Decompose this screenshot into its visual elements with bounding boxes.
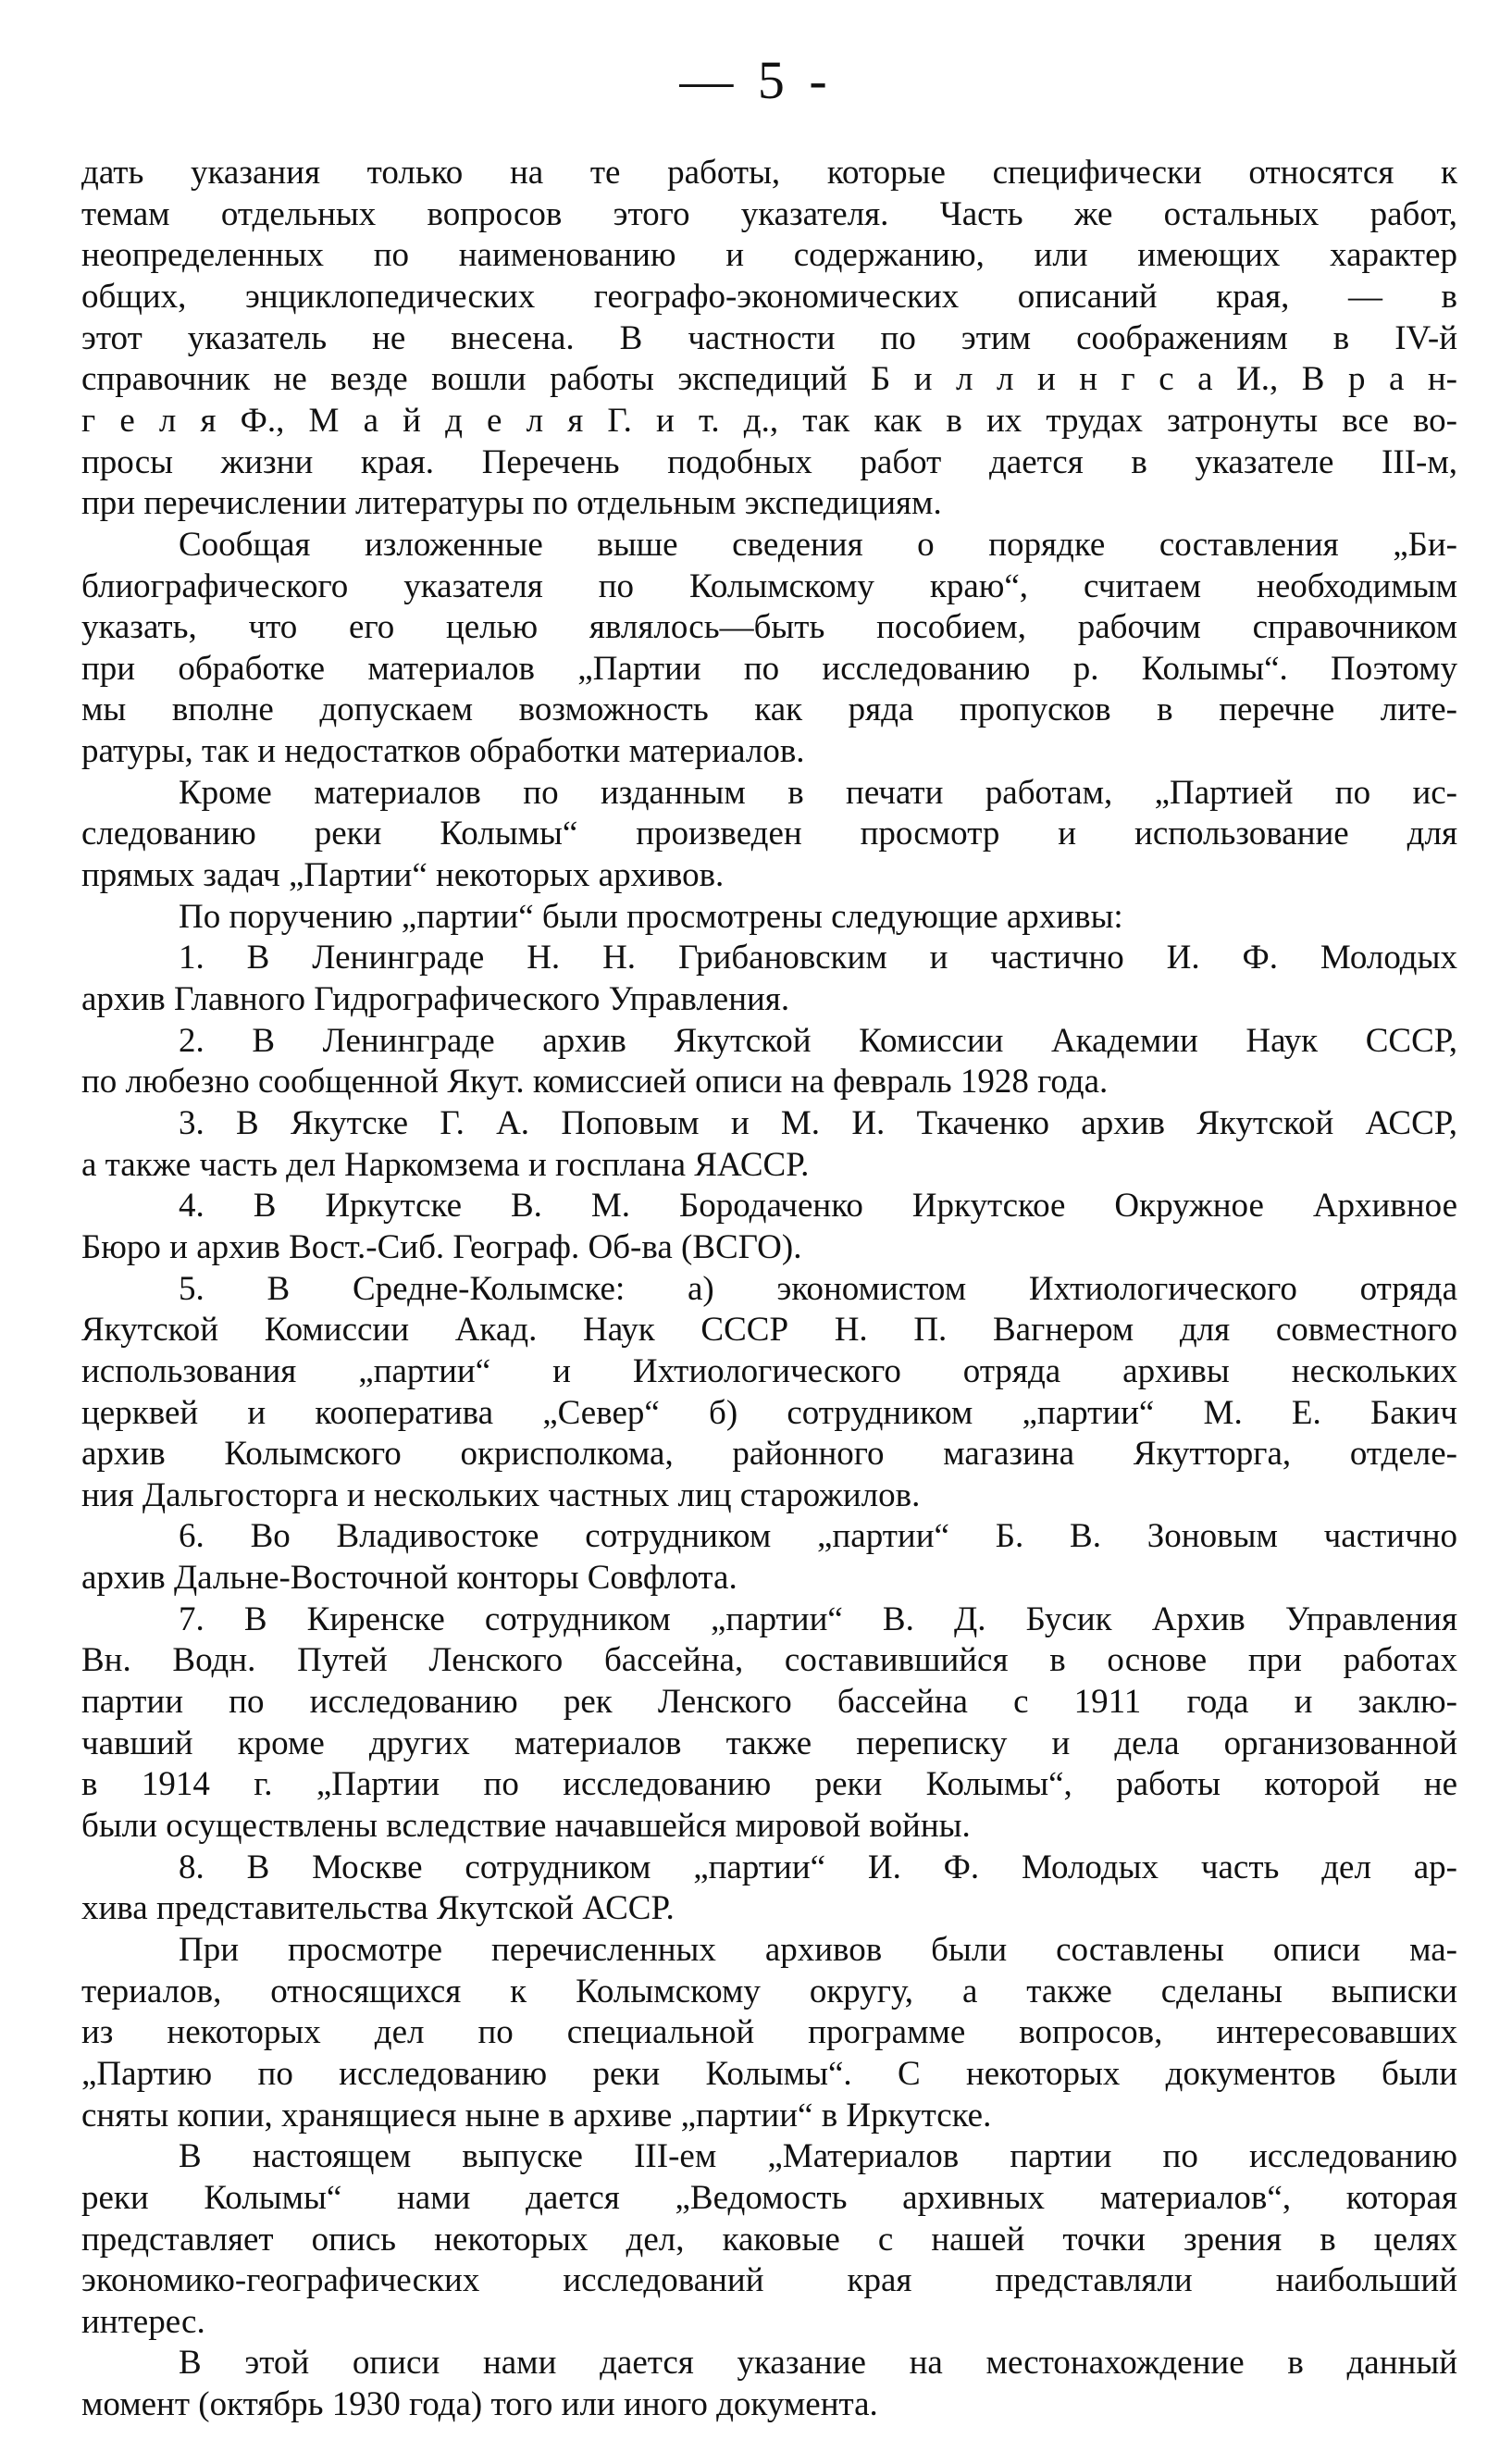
text-line: Бюро и архив Вост.-Сиб. Географ. Об-ва (ВСГО). [81, 1227, 802, 1266]
text-line: при перечислении литературы по отдельным экспедициям. [81, 484, 942, 523]
text-line: мы вполне допускаем возможность как ряда пропусков в перечне лите- [81, 691, 1457, 729]
text-line: при обработке материалов „Партии по исследованию р. Колымы“. Поэтому [81, 649, 1457, 688]
text-line: представляет опись некоторых дел, каковые с нашей точки зрения в целях [81, 2220, 1457, 2259]
text-line: по любезно сообщенной Якут. комиссией описи на февраль 1928 года. [81, 1063, 1109, 1102]
text-line: В настоящем выпуске III-ем „Материалов партии по исследованию [179, 2137, 1457, 2176]
text-line: интерес. [81, 2302, 205, 2341]
text-line: архив Дальне-Восточной конторы Совфлота. [81, 1559, 737, 1598]
text-line: из некоторых дел по специальной программе вопросов, интересовавших [81, 2013, 1457, 2052]
text-line: При просмотре перечисленных архивов были составлены описи ма- [179, 1930, 1457, 1969]
text-line: 2. В Ленинграде архив Якутской Комиссии Академии Наук СССР, [179, 1021, 1457, 1060]
text-line: ратуры, так и недостатков обработки материалов. [81, 732, 805, 771]
text-line: Сообщая изложенные выше сведения о порядке составления „Би- [179, 525, 1457, 564]
text-line: прямых задач „Партии“ некоторых архивов. [81, 856, 725, 895]
text-line: хива представительства Якутской АССР. [81, 1889, 675, 1928]
text-line: этот указатель не внесена. В частности по этим соображениям в IV-й [81, 318, 1457, 357]
text-line: 3. В Якутске Г. А. Поповым и М. И. Ткаченко архив Якутской АССР, [179, 1103, 1457, 1142]
text-line: блиографического указателя по Колымскому краю“, считаем необходимым [81, 566, 1457, 605]
text-line: дать указания только на те работы, которые специфически относятся к [81, 154, 1457, 192]
text-line: Якутской Комиссии Акад. Наук СССР Н. П. Вагнером для совместного [81, 1311, 1457, 1350]
text-line: 5. В Средне-Колымске: а) экономистом Ихтиологического отряда [179, 1269, 1457, 1308]
text-line: териалов, относящихся к Колымскому округу, а также сделаны выписки [81, 1972, 1457, 2010]
text-line: ния Дальгосторга и нескольких частных лиц старожилов. [81, 1475, 921, 1514]
text-line: неопределенных по наименованию и содержанию, или имеющих характер [81, 236, 1457, 275]
text-line: сняты копии, хранящиеся ныне в архиве „партии“ в Иркутске. [81, 2096, 992, 2135]
text-line: 4. В Иркутске В. М. Бородаченко Иркутское Окружное Архивное [179, 1187, 1457, 1226]
text-line: чавший кроме других материалов также переписку и дела организованной [81, 1724, 1457, 1762]
text-line: указать, что его целью являлось—быть пособием, рабочим справочником [81, 608, 1457, 647]
text-line: г е л я Ф., М а й д е л я Г. и т. д., так как в их трудах затронуты все во- [81, 401, 1457, 440]
text-line: следованию реки Колымы“ произведен просмотр и использование для [81, 815, 1457, 853]
text-line: По поручению „партии“ были просмотрены следующие архивы: [179, 897, 1123, 936]
text-line: „Партию по исследованию реки Колымы“. С некоторых документов были [81, 2054, 1457, 2093]
text-line: общих, энциклопедических географо-экономических описаний края, — в [81, 277, 1457, 316]
text-line: В этой описи нами дается указание на местонахождение в данный [179, 2344, 1457, 2383]
text-line: партии по исследованию рек Ленского бассейна с 1911 года и заклю- [81, 1683, 1457, 1722]
text-line: экономико-географических исследований края представляли наибольший [81, 2261, 1457, 2300]
text-line: а также часть дел Наркомзема и госплана ЯАССР. [81, 1145, 810, 1184]
text-line: архив Главного Гидрографического Управления. [81, 980, 790, 1018]
text-line: Вн. Водн. Путей Ленского бассейна, составившийся в основе при работах [81, 1641, 1457, 1680]
text-line: в 1914 г. „Партии по исследованию реки Колымы“, работы которой не [81, 1765, 1457, 1804]
text-line: темам отдельных вопросов этого указателя. Часть же остальных работ, [81, 194, 1457, 233]
text-line: 1. В Ленинграде Н. Н. Грибановским и частично И. Ф. Молодых [179, 939, 1457, 977]
text-line: 7. В Киренске сотрудником „партии“ В. Д. Бусик Архив Управления [179, 1599, 1457, 1638]
text-line: использования „партии“ и Ихтиологического отряда архивы нескольких [81, 1351, 1457, 1390]
text-line: момент (октябрь 1930 года) того или иного документа. [81, 2385, 878, 2424]
text-line: 8. В Москве сотрудником „партии“ И. Ф. Молодых часть дел ар- [179, 1848, 1457, 1886]
text-line: просы жизни края. Перечень подобных работ дается в указателе III-м, [81, 442, 1457, 481]
text-line: справочник не везде вошли работы экспедиций Б и л л и н г с а И., В р а н- [81, 360, 1457, 399]
text-line: были осуществлены вследствие начавшейся мировой войны. [81, 1807, 971, 1845]
text-line: 6. Во Владивостоке сотрудником „партии“ Б. В. Зоновым частично [179, 1517, 1457, 1556]
page-number: — 5 - [679, 50, 833, 110]
text-line: реки Колымы“ нами дается „Ведомость архивных материалов“, которая [81, 2178, 1457, 2217]
text-line: Кроме материалов по изданным в печати работам, „Партией по ис- [179, 773, 1457, 812]
text-line: церквей и кооператива „Север“ б) сотрудником „партии“ М. Е. Бакич [81, 1393, 1457, 1432]
text-line: архив Колымского окрисполкома, районного магазина Якутторга, отделе- [81, 1435, 1457, 1474]
